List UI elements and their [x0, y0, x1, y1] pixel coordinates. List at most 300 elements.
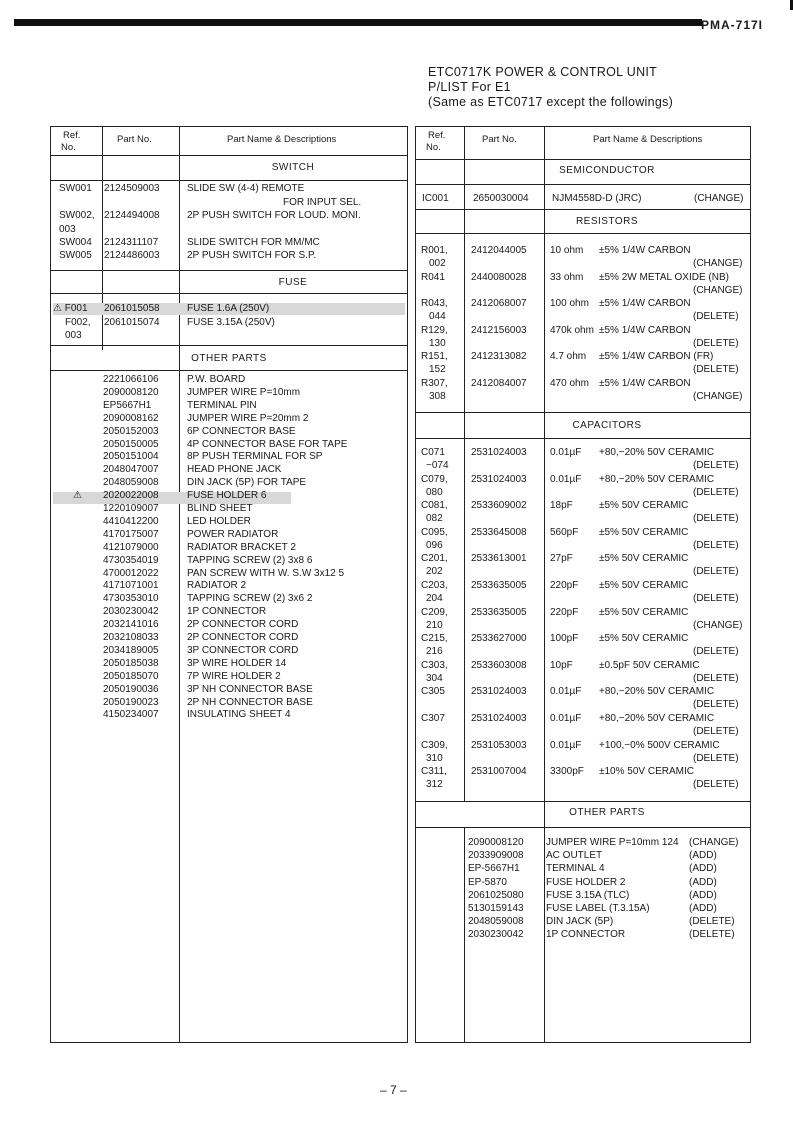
- description-cell: ±5% 1/4W CARBON: [599, 245, 691, 256]
- other-part-row: [51, 632, 407, 646]
- part-no-cell: 2124311107: [104, 237, 159, 248]
- part-no-cell: 2533627000: [471, 633, 527, 645]
- other-part-row: [51, 451, 407, 465]
- description-cell: ±5% 1/4W CARBON: [599, 298, 691, 310]
- col-ref-right: Ref.: [428, 130, 446, 141]
- value-cell: 560pF: [550, 526, 579, 538]
- part-no-cell: 2412084007: [471, 378, 527, 389]
- part-name-cell: P.W. BOARD: [187, 374, 246, 385]
- description-cell: ±5% 50V CERAMIC: [599, 553, 689, 565]
- description-cell: ±5% 50V CERAMIC: [599, 633, 689, 645]
- status-cell: (DELETE): [693, 566, 739, 578]
- part-name-cell: 3P WIRE HOLDER 14: [187, 657, 287, 669]
- part-name-cell: HEAD PHONE JACK: [187, 464, 282, 476]
- resistor-row: [416, 351, 750, 365]
- part-no-cell: 4730353010: [103, 593, 159, 605]
- ref-cell-continued: 202: [426, 566, 443, 578]
- ref-cell: IC001: [422, 193, 449, 204]
- part-name-cell: TERMINAL 4: [546, 863, 605, 875]
- resistor-row-continued: [416, 364, 750, 378]
- part-no-cell: 2048047007: [103, 464, 159, 476]
- other-part-row: [51, 619, 407, 633]
- capacitor-row: [416, 500, 750, 514]
- ref-cell-continued: 204: [426, 593, 443, 604]
- value-cell: 0.01µF: [550, 447, 582, 458]
- part-name-cell: 8P PUSH TERMINAL FOR SP: [187, 451, 323, 463]
- part-name-cell: RADIATOR BRACKET 2: [187, 541, 296, 553]
- resistor-row-continued: [416, 258, 750, 272]
- status-cell: (CHANGE): [693, 284, 743, 296]
- ref-cell-continued: 044: [429, 311, 446, 323]
- ref-cell: C309,: [421, 739, 448, 751]
- part-name-cell: NJM4558D-D (JRC): [552, 193, 642, 204]
- part-no-cell: 2048059008: [468, 916, 524, 928]
- part-name-cell: TAPPING SCREW (2) 3x8 6: [187, 554, 313, 566]
- switch-row: [51, 250, 407, 264]
- status-cell: (DELETE): [693, 460, 739, 471]
- part-name-cell: 2P CONNECTOR CORD: [187, 619, 299, 631]
- value-cell: 220pF: [550, 580, 579, 591]
- other-part-row: [416, 850, 750, 864]
- switch-row: [51, 237, 407, 251]
- other-part-row: [51, 464, 407, 478]
- value-cell: 0.01µF: [550, 713, 582, 724]
- col-part-name: Part Name & Descriptions: [227, 134, 337, 145]
- description-cell: ±0.5pF 50V CERAMIC: [599, 659, 700, 671]
- part-name-cell: 2P PUSH SWITCH FOR LOUD. MONI.: [187, 210, 361, 221]
- capacitor-row: [416, 633, 750, 647]
- capacitor-row-continued: [416, 513, 750, 527]
- other-part-row: [51, 684, 407, 698]
- value-cell: 0.01µF: [550, 473, 582, 485]
- left-table-header: [51, 127, 407, 155]
- description-cell: +80,−20% 50V CERAMIC: [599, 473, 715, 485]
- value-cell: 0.01µF: [550, 739, 582, 751]
- status-cell: (CHANGE): [693, 391, 743, 402]
- ref-cell: 003: [59, 224, 76, 235]
- col-part-name-right: Part Name & Descriptions: [593, 134, 703, 145]
- status-cell: (DELETE): [693, 539, 739, 551]
- col-part-no-right: Part No.: [482, 134, 517, 145]
- ref-cell: F002,: [65, 317, 91, 328]
- part-no-cell: 2050185070: [103, 670, 159, 682]
- part-name-cell: FUSE 3.15A (250V): [187, 317, 275, 328]
- ref-cell-continued: 080: [426, 486, 443, 498]
- other-part-row: [51, 387, 407, 401]
- part-name-cell: 2P PUSH SWITCH FOR S.P.: [187, 250, 317, 261]
- ref-cell-continued: 312: [426, 779, 443, 791]
- other-part-row: [416, 903, 750, 917]
- value-cell: 100 ohm: [550, 298, 589, 310]
- part-no-cell: 2061015074: [104, 317, 160, 328]
- part-no-cell: 4171071001: [103, 580, 159, 592]
- part-no-cell: 2020022008: [103, 490, 159, 502]
- capacitor-row: [416, 527, 750, 541]
- description-cell: ±5% 1/4W CARBON: [599, 324, 691, 336]
- other-part-row: [51, 503, 407, 517]
- ref-cell: ⚠: [73, 490, 82, 502]
- capacitor-row: [416, 686, 750, 700]
- part-no-cell: 2533603008: [471, 659, 527, 671]
- ref-cell-continued: ~074: [426, 460, 449, 471]
- other-part-row: [51, 516, 407, 530]
- ref-cell: C095,: [421, 526, 448, 538]
- ref-cell-continued: 082: [426, 513, 443, 525]
- status-cell: (DELETE): [689, 929, 735, 941]
- part-name-cell: FUSE LABEL (T.3.15A): [546, 903, 650, 914]
- capacitor-row-continued: [416, 779, 750, 793]
- other-part-row: [51, 529, 407, 543]
- ref-cell: R307,: [421, 378, 448, 389]
- capacitor-row: [416, 447, 750, 461]
- value-cell: 220pF: [550, 606, 579, 618]
- part-no-cell: 2050185038: [103, 657, 159, 669]
- part-no-cell: 2050150005: [103, 438, 159, 450]
- part-no-cell: 2050190023: [103, 696, 159, 708]
- part-name-cell: JUMPER WIRE P=20mm 2: [187, 412, 309, 424]
- part-name-cell: 1P CONNECTOR: [546, 929, 626, 941]
- ref-cell: C305: [421, 686, 445, 698]
- title-line-1: ETC0717K POWER & CONTROL UNIT: [428, 65, 658, 79]
- part-no-cell: 2533635005: [471, 580, 527, 591]
- description-cell: ±10% 50V CERAMIC: [599, 766, 694, 778]
- other-part-row: [416, 916, 750, 930]
- section-fuse: FUSE: [278, 277, 308, 288]
- col-ref: Ref.: [63, 130, 81, 141]
- description-cell: +100,−0% 500V CERAMIC: [599, 739, 720, 751]
- description-cell: ±5% 50V CERAMIC: [599, 606, 689, 618]
- part-name-cell: FUSE HOLDER 2: [546, 876, 626, 888]
- part-no-cell: 2050152003: [103, 425, 159, 437]
- section-other-parts-right: OTHER PARTS: [569, 807, 645, 818]
- part-name-cell: INSULATING SHEET 4: [187, 709, 291, 721]
- status-cell: (DELETE): [693, 513, 739, 525]
- part-no-cell: 4150234007: [103, 709, 159, 721]
- status-cell: (DELETE): [693, 646, 739, 658]
- value-cell: 10 ohm: [550, 245, 584, 256]
- status-cell: (ADD): [689, 850, 717, 862]
- description-cell: +80,−20% 50V CERAMIC: [599, 686, 715, 698]
- other-part-row: [51, 658, 407, 672]
- ref-cell-continued: 216: [426, 646, 443, 658]
- part-name-cell: AC OUTLET: [546, 850, 603, 862]
- other-part-row: [416, 837, 750, 851]
- ref-cell: C071: [421, 447, 445, 458]
- other-part-row: [51, 490, 407, 504]
- ref-cell: C311,: [421, 766, 447, 778]
- capacitor-row: [416, 580, 750, 594]
- part-name-cell: DIN JACK (5P): [546, 916, 614, 928]
- part-name-cell: 3P CONNECTOR CORD: [187, 644, 299, 656]
- switch-row: [51, 183, 407, 197]
- part-no-cell: EP-5667H1: [468, 863, 520, 875]
- part-no-cell: 4410412200: [103, 515, 159, 527]
- part-no-cell: 2531053003: [471, 739, 527, 751]
- capacitor-row-continued: [416, 593, 750, 607]
- part-no-cell: 2090008120: [468, 837, 524, 848]
- other-part-row: [51, 645, 407, 659]
- status-cell: (CHANGE): [694, 193, 744, 204]
- capacitor-row: [416, 607, 750, 621]
- status-cell: (DELETE): [693, 486, 739, 498]
- ref-cell-continued: 002: [429, 258, 446, 269]
- description-cell: ±5% 1/4W CARBON: [599, 378, 691, 389]
- other-part-row: [51, 697, 407, 711]
- part-no-cell: 2090008162: [103, 412, 159, 424]
- ref-cell: C203,: [421, 580, 448, 591]
- value-cell: 10pF: [550, 659, 573, 671]
- ref-cell-continued: 310: [426, 752, 443, 764]
- status-cell: (DELETE): [693, 672, 739, 684]
- ref-cell: C201,: [421, 553, 448, 565]
- page-number: – 7 –: [380, 1083, 407, 1097]
- ref-cell: SW004: [59, 237, 92, 248]
- status-cell: (DELETE): [693, 699, 739, 711]
- part-no-cell: 2032141016: [103, 619, 159, 631]
- ref-cell: R041: [421, 271, 445, 283]
- capacitor-row-continued: [416, 726, 750, 740]
- status-cell: (DELETE): [693, 726, 739, 737]
- capacitor-row: [416, 474, 750, 488]
- description-cell: +80,−20% 50V CERAMIC: [599, 447, 715, 458]
- part-no-cell: 2531024003: [471, 447, 527, 458]
- status-cell: (DELETE): [689, 916, 735, 928]
- part-no-cell: 2124494008: [104, 210, 160, 221]
- capacitor-row-continued: [416, 460, 750, 474]
- part-no-cell: 2440080028: [471, 271, 527, 283]
- other-part-row: [51, 426, 407, 440]
- value-cell: 470k ohm: [550, 324, 594, 336]
- part-no-cell: 2124486003: [104, 250, 160, 261]
- other-part-row: [51, 606, 407, 620]
- other-part-row: [51, 580, 407, 594]
- part-no-cell: 4700012022: [103, 567, 159, 579]
- other-part-row: [51, 439, 407, 453]
- section-resistors: RESISTORS: [575, 216, 639, 227]
- ref-cell-continued: 096: [426, 539, 443, 551]
- part-no-cell: 2034189005: [103, 644, 159, 656]
- part-no-cell: 2531024003: [471, 686, 527, 698]
- part-name-cell: JUMPER WIRE P=10mm: [187, 386, 301, 398]
- title-line-3: (Same as ETC0717 except the followings): [428, 95, 674, 109]
- ref-cell: C215,: [421, 633, 448, 645]
- capacitor-row: [416, 553, 750, 567]
- part-name-cell: RADIATOR 2: [187, 580, 247, 592]
- capacitor-row-continued: [416, 487, 750, 501]
- capacitor-row-continued: [416, 646, 750, 660]
- ref-cell: C079,: [421, 473, 448, 485]
- resistor-row-continued: [416, 285, 750, 299]
- part-name-cell: FUSE HOLDER 6: [187, 490, 267, 502]
- part-name-cell: JUMPER WIRE P=10mm 124: [546, 837, 679, 848]
- resistor-row-continued: [416, 391, 750, 405]
- part-no-cell: 2061015058: [104, 303, 160, 314]
- col-ref-no-right: No.: [426, 142, 441, 153]
- other-part-row: [51, 413, 407, 427]
- section-other-parts-left: OTHER PARTS: [191, 353, 267, 364]
- capacitor-row-continued: [416, 566, 750, 580]
- part-no-cell: 2061025080: [468, 889, 524, 901]
- part-name-cell: 4P CONNECTOR BASE FOR TAPE: [187, 438, 348, 450]
- header-rule: [14, 19, 702, 26]
- part-no-cell: 2030230042: [103, 606, 159, 618]
- part-no-cell: EP5667H1: [103, 399, 152, 411]
- other-part-row: [51, 374, 407, 388]
- value-cell: 27pF: [550, 553, 573, 565]
- status-cell: (DELETE): [693, 311, 739, 323]
- other-part-row: [51, 593, 407, 607]
- value-cell: 33 ohm: [550, 271, 584, 283]
- part-no-cell: 2533609002: [471, 500, 527, 512]
- part-name-cell: TERMINAL PIN: [187, 399, 257, 411]
- col-part-no: Part No.: [117, 134, 152, 145]
- resistor-row-continued: [416, 338, 750, 352]
- part-name-cell: SLIDE SW (4-4) REMOTE: [187, 183, 305, 194]
- part-no-cell: 2033909008: [468, 850, 524, 862]
- resistor-row: [416, 325, 750, 339]
- resistor-row-continued: [416, 311, 750, 325]
- capacitor-row-continued: [416, 699, 750, 713]
- part-name-cell: 2P NH CONNECTOR BASE: [187, 696, 313, 708]
- section-capacitors: CAPACITORS: [572, 420, 642, 431]
- value-cell: 18pF: [550, 500, 573, 512]
- description-cell: ±5% 50V CERAMIC: [599, 580, 689, 591]
- section-semiconductor: SEMICONDUCTOR: [559, 165, 655, 176]
- title-line-2: P/LIST For E1: [428, 80, 511, 94]
- value-cell: 470 ohm: [550, 378, 589, 389]
- part-no-cell: 2050190036: [103, 683, 159, 695]
- capacitor-row-continued: [416, 620, 750, 634]
- status-cell: (CHANGE): [693, 619, 743, 631]
- ref-cell: SW001: [59, 183, 92, 194]
- resistor-row: [416, 272, 750, 286]
- ref-cell: 003: [65, 330, 82, 341]
- ref-cell: SW005: [59, 250, 92, 261]
- col-ref-no: No.: [61, 142, 76, 153]
- status-cell: (CHANGE): [689, 837, 739, 848]
- ref-cell: C081,: [421, 500, 448, 512]
- part-name-cell: FOR INPUT SEL.: [283, 197, 362, 208]
- ref-cell: R001,: [421, 245, 448, 256]
- part-no-cell: 2048059008: [103, 477, 159, 489]
- value-cell: 100pF: [550, 633, 579, 645]
- ref-cell-continued: 152: [429, 364, 446, 376]
- resistor-row: [416, 245, 750, 259]
- status-cell: (ADD): [689, 876, 717, 888]
- status-cell: (DELETE): [693, 752, 739, 764]
- part-no-cell: 4170175007: [103, 528, 159, 540]
- part-no-cell: 2533635005: [471, 606, 527, 618]
- status-cell: (ADD): [689, 903, 717, 914]
- part-no-cell: 5130159143: [468, 903, 524, 914]
- status-cell: (DELETE): [693, 337, 739, 349]
- resistor-row: [416, 298, 750, 312]
- part-no-cell: 2050151004: [103, 451, 159, 463]
- switch-row: [51, 197, 407, 211]
- status-cell: (ADD): [689, 889, 717, 901]
- description-cell: ±5% 2W METAL OXIDE (NB): [599, 271, 729, 283]
- part-name-cell: 3P NH CONNECTOR BASE: [187, 683, 313, 695]
- status-cell: (DELETE): [693, 364, 739, 376]
- value-cell: 0.01µF: [550, 686, 582, 698]
- fuse-row: [51, 330, 407, 344]
- document-title: [428, 65, 673, 110]
- ref-cell-continued: 304: [426, 672, 443, 684]
- ref-cell: ⚠ F001: [53, 303, 88, 314]
- description-cell: ±5% 1/4W CARBON (FR): [599, 351, 714, 363]
- ref-cell: C209,: [421, 606, 448, 618]
- ref-cell: C307: [421, 713, 445, 724]
- switch-row: [51, 224, 407, 238]
- description-cell: ±5% 50V CERAMIC: [599, 526, 689, 538]
- part-no-cell: 2221066106: [103, 374, 159, 385]
- part-name-cell: 7P WIRE HOLDER 2: [187, 670, 281, 682]
- left-parts-table: [50, 126, 408, 1043]
- ref-cell: R151,: [421, 351, 448, 363]
- ref-cell: SW002,: [59, 210, 95, 221]
- section-switch: SWITCH: [271, 162, 315, 173]
- ref-cell: R129,: [421, 324, 448, 336]
- part-no-cell: 4121079000: [103, 541, 159, 553]
- ref-cell-continued: 130: [429, 337, 446, 349]
- fuse-row: [51, 303, 407, 317]
- other-part-row: [416, 877, 750, 891]
- fuse-row: [51, 317, 407, 331]
- part-no-cell: 4730354019: [103, 554, 159, 566]
- right-table-header: [416, 127, 750, 155]
- part-name-cell: FUSE 3.15A (TLC): [546, 889, 630, 901]
- other-part-row: [51, 542, 407, 556]
- capacitor-row-continued: [416, 673, 750, 687]
- part-no-cell: 2533645008: [471, 526, 527, 538]
- other-part-row: [416, 863, 750, 877]
- status-cell: (ADD): [689, 863, 717, 875]
- part-no-cell: 2531007004: [471, 766, 527, 778]
- part-name-cell: SLIDE SWITCH FOR MM/MC: [187, 237, 320, 248]
- resistor-row: [416, 378, 750, 392]
- semiconductor-row: [416, 193, 750, 207]
- capacitor-row-continued: [416, 540, 750, 554]
- capacitor-row: [416, 660, 750, 674]
- part-name-cell: PAN SCREW WITH W. S.W 3x12 5: [187, 567, 345, 579]
- other-part-row: [416, 929, 750, 943]
- part-no-cell: 2032108033: [103, 632, 159, 643]
- part-name-cell: POWER RADIATOR: [187, 528, 279, 540]
- part-no-cell: 2412044005: [471, 245, 527, 256]
- other-part-row: [51, 671, 407, 685]
- other-part-row: [416, 890, 750, 904]
- part-no-cell: 2030230042: [468, 929, 524, 941]
- part-no-cell: 2531024003: [471, 473, 527, 485]
- ref-cell: R043,: [421, 298, 448, 310]
- part-name-cell: 6P CONNECTOR BASE: [187, 425, 296, 437]
- part-no-cell: 2412156003: [471, 324, 527, 336]
- part-name-cell: BLIND SHEET: [187, 503, 253, 514]
- ref-cell-continued: 308: [429, 391, 446, 402]
- part-no-cell: 2412068007: [471, 298, 527, 310]
- status-cell: (DELETE): [693, 779, 739, 791]
- model-number: PMA-717I: [701, 18, 764, 32]
- capacitor-row-continued: [416, 753, 750, 767]
- part-no-cell: EP-5870: [468, 876, 507, 888]
- value-cell: 3300pF: [550, 766, 584, 778]
- part-name-cell: 1P CONNECTOR: [187, 606, 267, 618]
- part-no-cell: 2412313082: [471, 351, 527, 363]
- capacitor-row: [416, 766, 750, 780]
- ref-cell: C303,: [421, 659, 448, 671]
- part-name-cell: TAPPING SCREW (2) 3x6 2: [187, 593, 313, 605]
- switch-row: [51, 210, 407, 224]
